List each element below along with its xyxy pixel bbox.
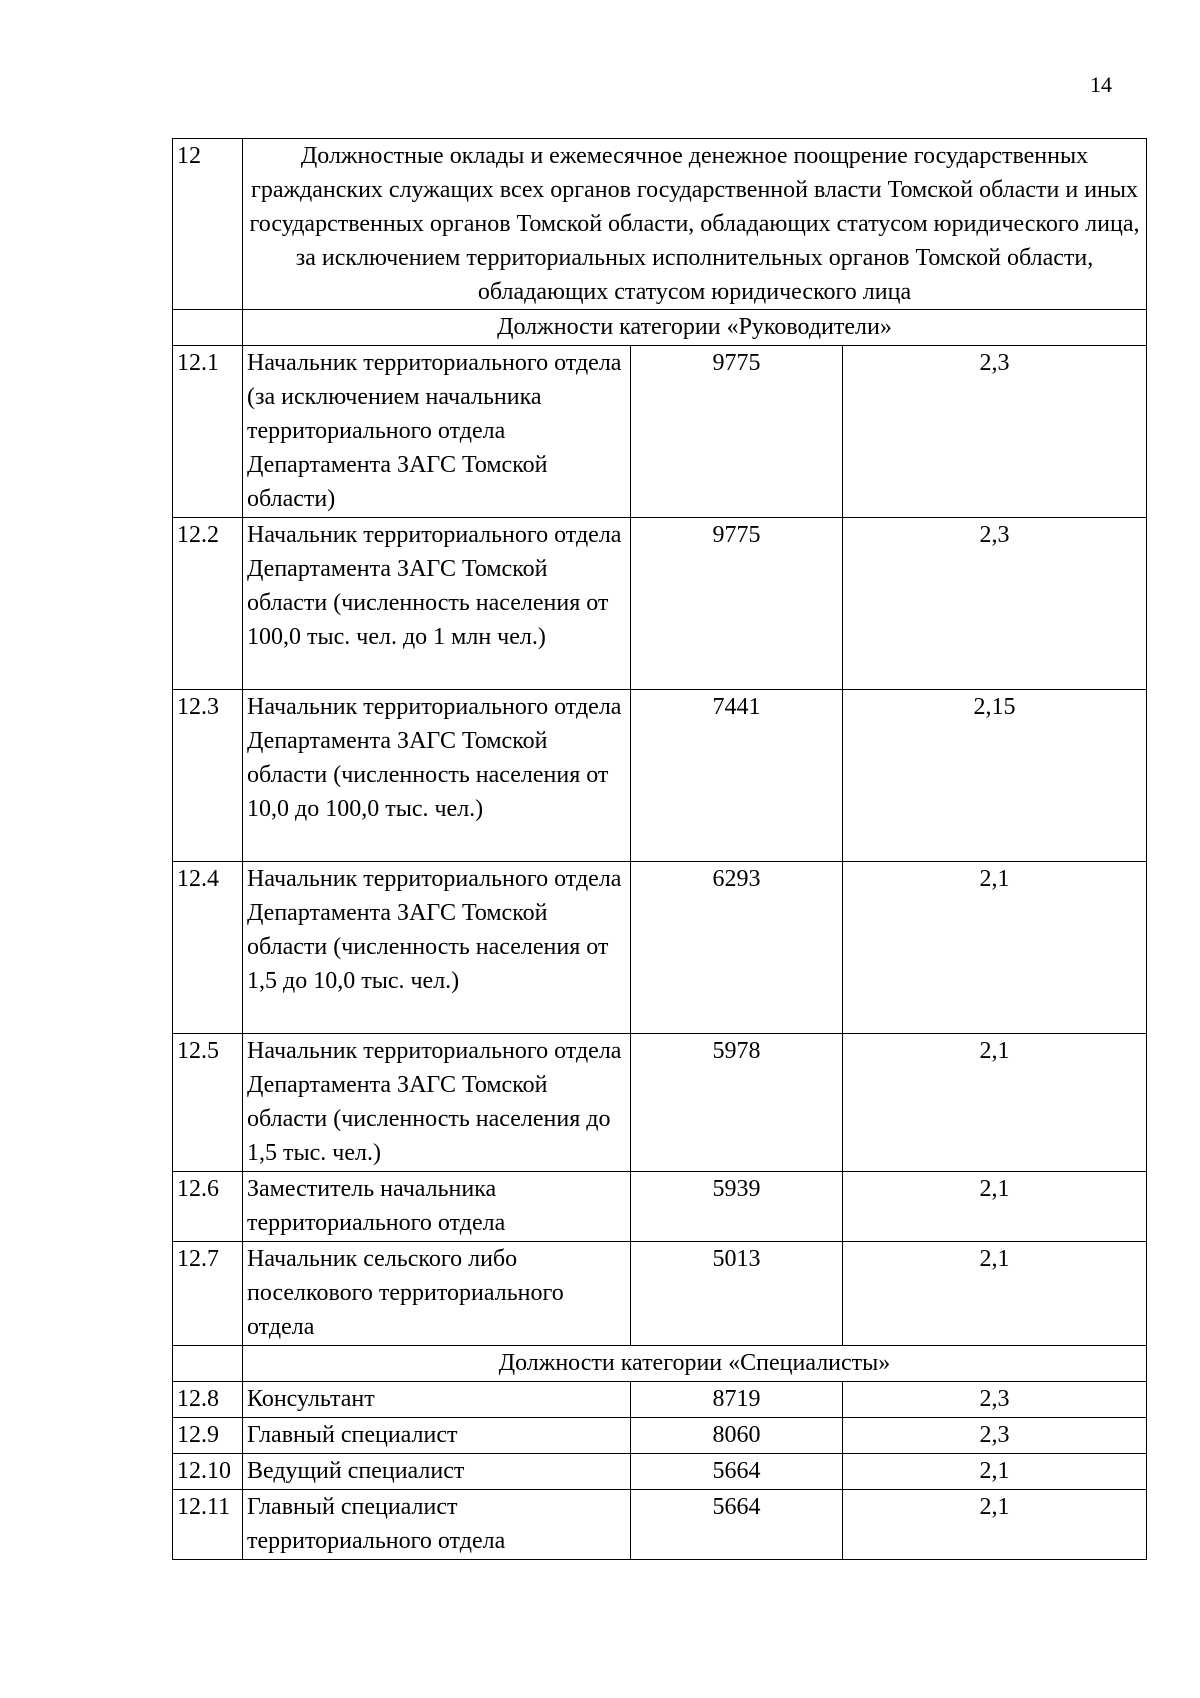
row-number: 12.8 [173, 1382, 243, 1418]
salary-value: 5664 [631, 1454, 843, 1490]
coefficient-value: 2,1 [843, 862, 1147, 1034]
table-row [173, 1382, 1147, 1418]
empty-cell [173, 1346, 243, 1382]
table-row [173, 518, 1147, 690]
coefficient-value: 2,1 [843, 1490, 1147, 1560]
coefficient-value: 2,3 [843, 1382, 1147, 1418]
position-name: Главный специалист [243, 1418, 631, 1454]
row-number: 12.11 [173, 1490, 243, 1560]
coefficient-value: 2,1 [843, 1172, 1147, 1242]
section-row [173, 139, 1147, 310]
table-row [173, 862, 1147, 1034]
salary-value: 8719 [631, 1382, 843, 1418]
position-name: Начальник территориального отдела Департамента ЗАГС Томской области (численность населения от 10,0 до 100,0 тыс. чел.) [243, 690, 631, 862]
position-name: Начальник сельского либо поселкового территориального отдела [243, 1242, 631, 1346]
coefficient-value: 2,3 [843, 1418, 1147, 1454]
salary-value: 8060 [631, 1418, 843, 1454]
salary-value: 9775 [631, 518, 843, 690]
salary-value: 5939 [631, 1172, 843, 1242]
coefficient-value: 2,1 [843, 1242, 1147, 1346]
table-row [173, 1242, 1147, 1346]
row-number: 12.3 [173, 690, 243, 862]
salary-value: 5978 [631, 1034, 843, 1172]
position-name: Начальник территориального отдела Департамента ЗАГС Томской области (численность населения до 1,5 тыс. чел.) [243, 1034, 631, 1172]
row-number: 12.4 [173, 862, 243, 1034]
coefficient-value: 2,15 [843, 690, 1147, 862]
salary-value: 7441 [631, 690, 843, 862]
row-number: 12.1 [173, 346, 243, 518]
section-title: Должностные оклады и ежемесячное денежное поощрение государственных гражданских служащих всех органов государственной власти Томской области и иных государственных органов Томской области, обладающих статусом юридического лица, за исключением территориальных исполнительных органов Томской области, обладающих статусом юридического лица [243, 139, 1147, 310]
table-row [173, 346, 1147, 518]
salary-value: 9775 [631, 346, 843, 518]
category-specialists: Должности категории «Специалисты» [243, 1346, 1147, 1382]
table-row [173, 690, 1147, 862]
salary-table [172, 138, 1147, 1560]
position-name: Главный специалист территориального отдела [243, 1490, 631, 1560]
position-name: Начальник территориального отдела Департамента ЗАГС Томской области (численность населения от 100,0 тыс. чел. до 1 млн чел.) [243, 518, 631, 690]
table-row [173, 1490, 1147, 1560]
page-number: 14 [1090, 72, 1112, 97]
position-name: Начальник территориального отдела Департамента ЗАГС Томской области (численность населения от 1,5 до 10,0 тыс. чел.) [243, 862, 631, 1034]
row-number: 12.6 [173, 1172, 243, 1242]
position-name: Заместитель начальника территориального отдела [243, 1172, 631, 1242]
empty-cell [173, 310, 243, 346]
row-number: 12.10 [173, 1454, 243, 1490]
salary-value: 5013 [631, 1242, 843, 1346]
position-name: Консультант [243, 1382, 631, 1418]
row-number: 12.9 [173, 1418, 243, 1454]
salary-value: 6293 [631, 862, 843, 1034]
salary-value: 5664 [631, 1490, 843, 1560]
section-number: 12 [173, 139, 243, 310]
table-row [173, 1418, 1147, 1454]
coefficient-value: 2,3 [843, 518, 1147, 690]
row-number: 12.2 [173, 518, 243, 690]
table-row [173, 1034, 1147, 1172]
category-row-specialists [173, 1346, 1147, 1382]
position-name: Начальник территориального отдела (за исключением начальника территориального отдела Департамента ЗАГС Томской области) [243, 346, 631, 518]
row-number: 12.7 [173, 1242, 243, 1346]
coefficient-value: 2,1 [843, 1034, 1147, 1172]
category-leaders: Должности категории «Руководители» [243, 310, 1147, 346]
position-name: Ведущий специалист [243, 1454, 631, 1490]
row-number: 12.5 [173, 1034, 243, 1172]
coefficient-value: 2,1 [843, 1454, 1147, 1490]
coefficient-value: 2,3 [843, 346, 1147, 518]
table-row [173, 1454, 1147, 1490]
table-row [173, 1172, 1147, 1242]
category-row-leaders [173, 310, 1147, 346]
